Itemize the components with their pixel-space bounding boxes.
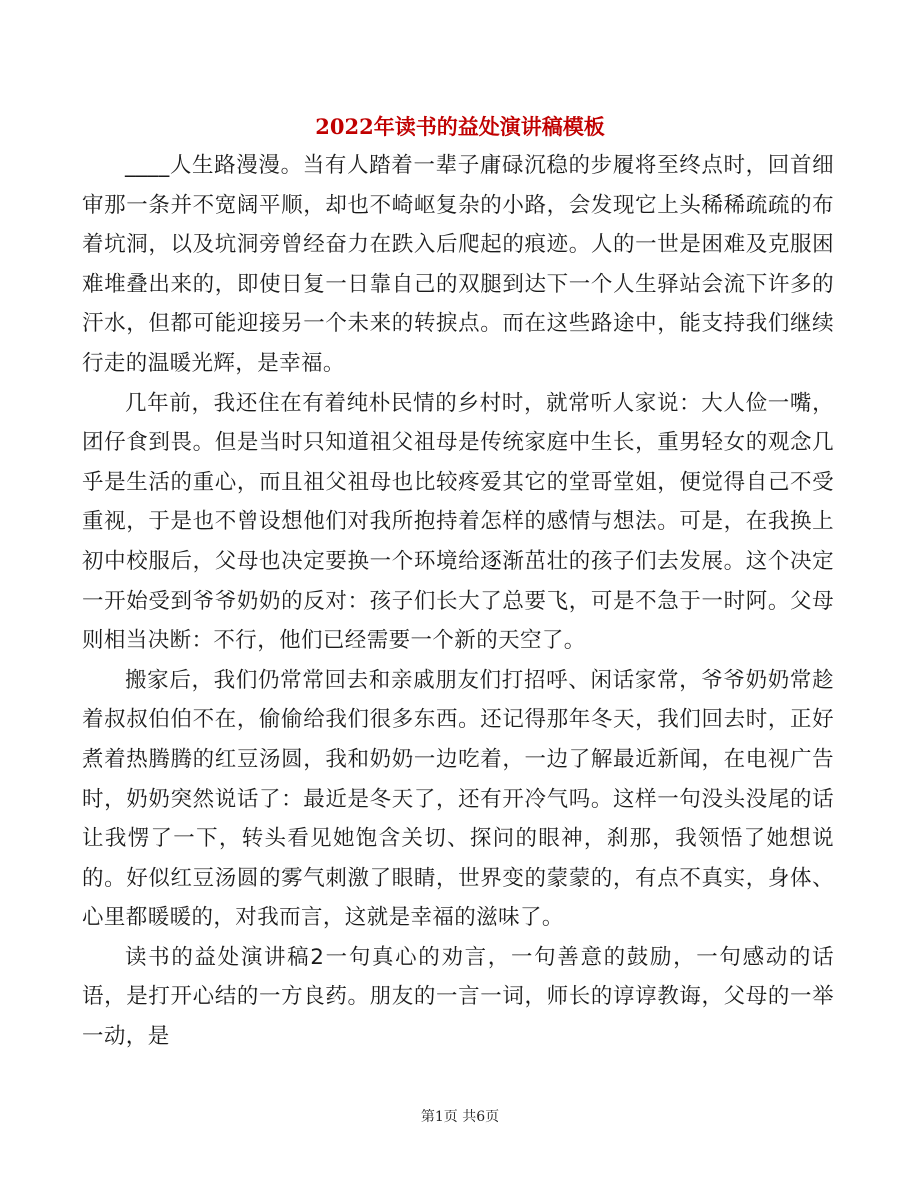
document-body [82,146,834,1057]
page-number-footer: 第1页 共6页 [420,1109,500,1125]
paragraph-1: ____人生路漫漫。当有人踏着一辈子庸碌沉稳的步履将至终点时，回首细审那一条并不宽阔平顺，却也不崎岖复杂的小路，会发现它上头稀稀疏疏的布着坑洞，以及坑洞旁曾经奋力在跌入后爬起的痕迹。人的一世是困难及克服困难堆叠出来的，即使日复一日靠自己的双腿到达下一个人生驿站会流下许多的汗水，但都可能迎接另一个未来的转捩点。而在这些路途中，能支持我们继续行走的温暖光辉，是幸福。 [82,153,834,376]
paragraph-4: 读书的益处演讲稿2一句真心的劝言，一句善意的鼓励，一句感动的话语，是打开心结的一方良药。朋友的一言一词，师长的谆谆教诲，父母的一举一动，是 [82,944,834,1050]
paragraph-2: 几年前，我还住在有着纯朴民情的乡村时，就常听人家说：大人俭一嘴，团仔食到畏。但是当时只知道祖父祖母是传统家庭中生长，重男轻女的观念几乎是生活的重心，而且祖父祖母也比较疼爱其它的堂哥堂姐，便觉得自己不受重视，于是也不曾设想他们对我所抱持着怎样的感情与想法。可是，在我换上初中校服后，父母也决定要换一个环境给逐渐茁壮的孩子们去发展。这个决定一开始受到爷爷奶奶的反对：孩子们长大了总要飞，可是不急于一时阿。父母则相当决断：不行，他们已经需要一个新的天空了。 [82,390,834,654]
document-title: 2022年读书的益处演讲稿模板 [315,114,605,139]
paragraph-3: 搬家后，我们仍常常回去和亲戚朋友们打招呼、闲话家常，爷爷奶奶常趁着叔叔伯伯不在，偷偷给我们很多东西。还记得那年冬天，我们回去时，正好煮着热腾腾的红豆汤圆，我和奶奶一边吃着，一边了解最近新闻，在电视广告时，奶奶突然说话了：最近是冬天了，还有开冷气吗。这样一句没头没尾的话让我愣了一下，转头看见她饱含关切、探问的眼神，刹那，我领悟了她想说的。好似红豆汤圆的雾气刺激了眼睛，世界变的蒙蒙的，有点不真实，身体、心里都暖暖的，对我而言，这就是幸福的滋味了。 [82,667,834,931]
